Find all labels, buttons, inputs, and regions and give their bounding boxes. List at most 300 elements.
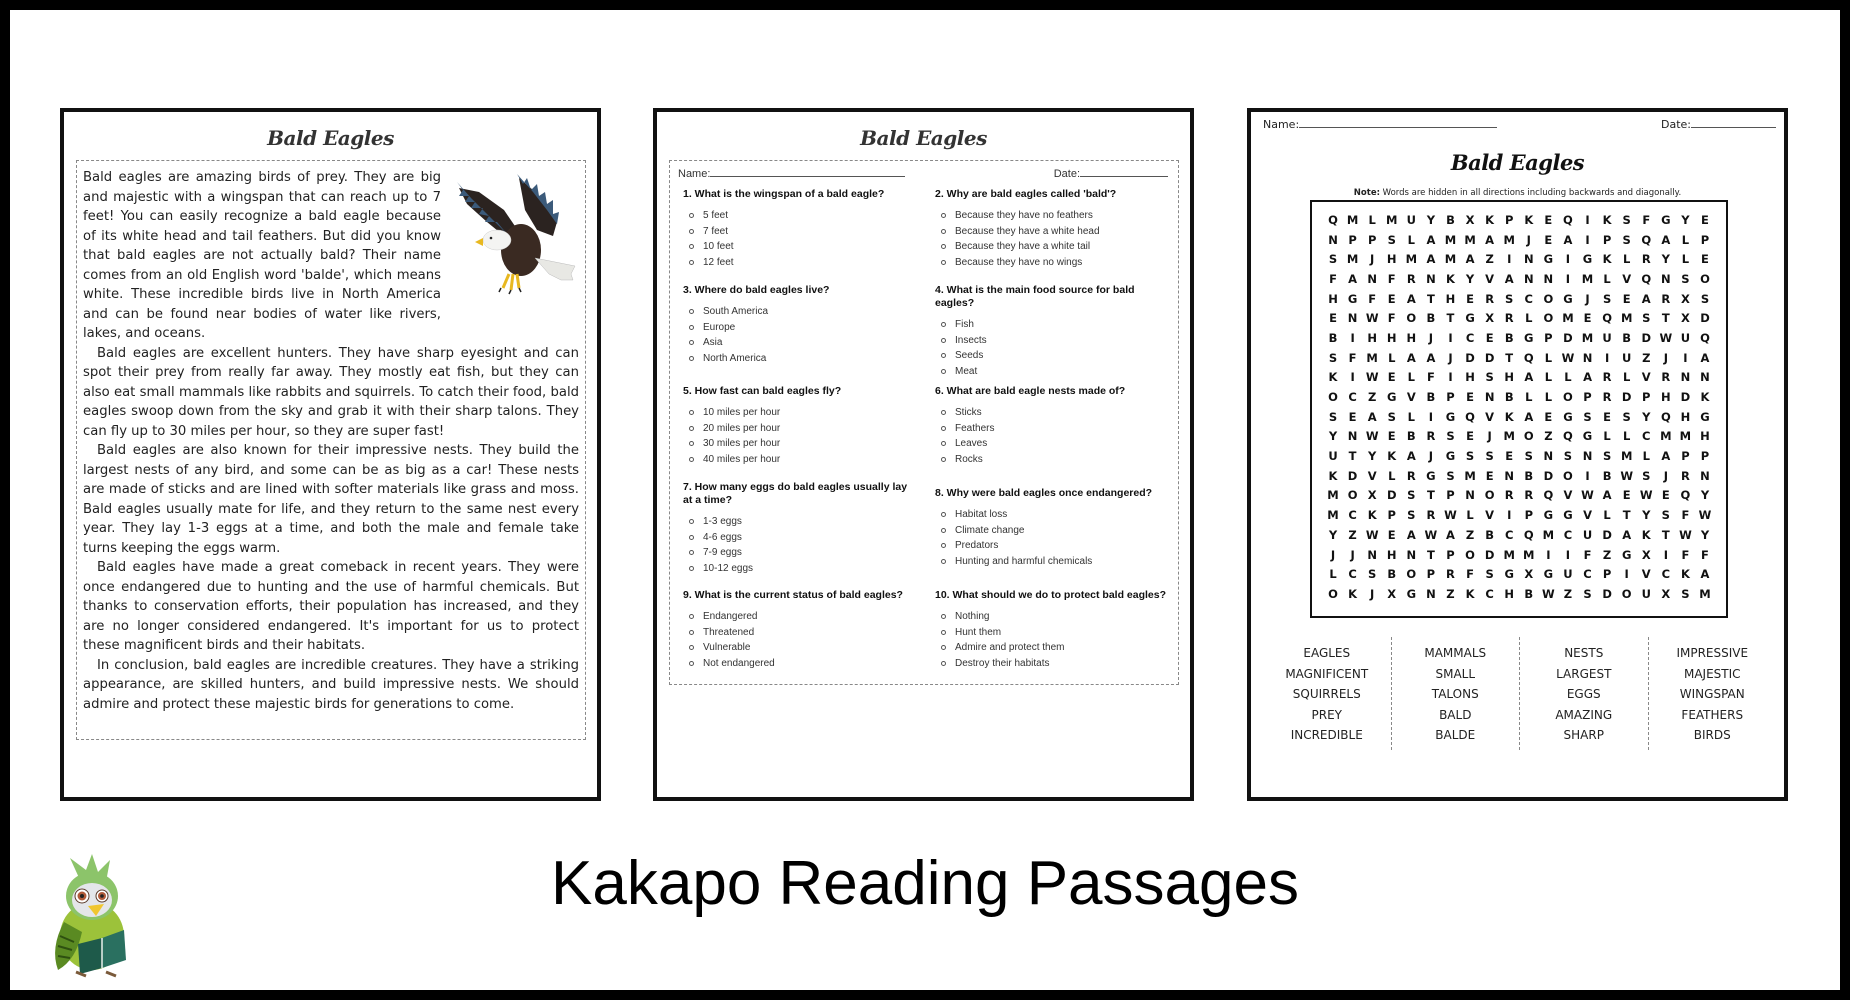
answer-option	[689, 208, 916, 224]
grid-letter: M	[1386, 212, 1398, 227]
grid-letter: R	[1524, 488, 1534, 503]
grid-letter: P	[1446, 390, 1455, 405]
grid-letter: G	[1426, 468, 1436, 483]
grid-letter: D	[1700, 311, 1710, 326]
reading-text	[83, 168, 579, 714]
grid-letter: R	[1426, 508, 1436, 523]
grid-letter: H	[1367, 330, 1377, 345]
grid-letter: K	[1328, 370, 1338, 385]
quiz-question	[930, 278, 1168, 379]
option-text: Predators	[955, 540, 999, 551]
grid-letter: T	[1348, 449, 1357, 464]
circle-bullet-icon	[941, 244, 946, 249]
answer-option	[689, 255, 916, 271]
circle-bullet-icon	[689, 260, 694, 265]
circle-bullet-icon	[941, 426, 946, 431]
grid-letter: L	[1407, 409, 1415, 424]
grid-letter: G	[1621, 547, 1632, 562]
grid-letter: S	[1583, 586, 1592, 601]
name-field	[678, 167, 905, 180]
grid-letter: S	[1485, 567, 1494, 582]
option-text: 7-9 eggs	[703, 547, 742, 558]
question-text: 8. Why were bald eagles once endangered?	[935, 487, 1153, 499]
grid-row	[1324, 584, 1714, 604]
grid-letter: F	[1583, 547, 1592, 562]
answer-option	[689, 561, 916, 577]
grid-letter: U	[1328, 449, 1338, 464]
grid-letter: A	[1602, 488, 1612, 503]
grid-letter: L	[1525, 311, 1533, 326]
grid-letter: D	[1465, 350, 1475, 365]
grid-letter: B	[1446, 212, 1455, 227]
grid-letter: U	[1622, 350, 1632, 365]
grid-letter: F	[1701, 547, 1709, 562]
grid-letter: E	[1603, 409, 1612, 424]
grid-letter: H	[1504, 586, 1515, 601]
reading-passage-page	[60, 108, 601, 801]
grid-letter: Y	[1642, 409, 1651, 424]
grid-letter: J	[1428, 330, 1434, 345]
grid-letter: S	[1563, 449, 1573, 464]
date-blank	[1691, 118, 1776, 128]
grid-row	[1324, 387, 1714, 407]
circle-bullet-icon	[689, 457, 694, 462]
circle-bullet-icon	[941, 661, 946, 666]
grid-letter: A	[1485, 232, 1495, 247]
circle-bullet-icon	[689, 614, 694, 619]
grid-letter: I	[1585, 212, 1590, 227]
circle-bullet-icon	[941, 512, 946, 517]
grid-letter: Q	[1465, 409, 1475, 424]
name-blank	[1299, 118, 1497, 128]
word-search-title: Bald Eagles	[1450, 150, 1585, 175]
grid-letter: H	[1661, 390, 1671, 405]
option-text: Threatened	[703, 626, 755, 638]
grid-letter: S	[1407, 508, 1416, 523]
grid-letter: N	[1465, 488, 1475, 503]
grid-letter: M	[1620, 311, 1633, 326]
grid-letter: H	[1504, 370, 1515, 385]
grid-letter: I	[1546, 547, 1551, 562]
circle-bullet-icon	[689, 309, 694, 314]
quiz-page	[653, 108, 1194, 801]
grid-letter: M	[1346, 212, 1359, 227]
grid-letter: N	[1523, 271, 1534, 286]
answer-options	[935, 507, 1168, 569]
grid-letter: E	[1544, 232, 1553, 247]
grid-letter: P	[1583, 390, 1592, 405]
option-text: Asia	[703, 337, 723, 348]
grid-letter: I	[1624, 567, 1629, 582]
grid-letter: T	[1622, 508, 1631, 523]
grid-letter: L	[1623, 252, 1631, 267]
reading-paragraph: In conclusion, bald eagles are incredible creatures. They have a striking appearance, are skilled hunters, and build impressive nests. We should admire and protect these majestic birds for generations to come.	[83, 657, 579, 712]
answer-option	[689, 609, 916, 625]
grid-letter: G	[1563, 508, 1573, 523]
grid-letter: C	[1642, 429, 1651, 444]
grid-row	[1324, 466, 1714, 486]
grid-letter: H	[1700, 429, 1710, 444]
grid-letter: X	[1367, 488, 1377, 503]
grid-letter: V	[1641, 567, 1651, 582]
grid-letter: L	[1544, 370, 1553, 385]
circle-bullet-icon	[941, 410, 946, 415]
grid-letter: T	[1426, 291, 1435, 306]
word-search-note	[1251, 188, 1784, 198]
grid-letter: E	[1622, 488, 1631, 503]
circle-bullet-icon	[689, 426, 694, 431]
grid-letter: X	[1524, 567, 1534, 582]
grid-letter: Q	[1602, 311, 1612, 326]
grid-letter: H	[1386, 330, 1397, 345]
grid-letter: S	[1387, 409, 1396, 424]
circle-bullet-icon	[941, 630, 946, 635]
grid-letter: S	[1485, 449, 1494, 464]
option-text: Habitat loss	[955, 509, 1008, 520]
grid-row	[1324, 368, 1714, 388]
grid-letter: R	[1661, 291, 1671, 306]
answer-option	[689, 436, 916, 452]
grid-letter: A	[1563, 232, 1573, 247]
grid-row	[1324, 328, 1714, 348]
answer-option	[689, 239, 916, 255]
word-search-page	[1247, 108, 1788, 801]
grid-letter: E	[1583, 311, 1592, 326]
grid-letter: E	[1544, 212, 1553, 227]
option-text: Hunting and harmful chemicals	[955, 555, 1093, 567]
grid-row	[1324, 269, 1714, 289]
grid-letter: V	[1485, 409, 1495, 424]
grid-letter: N	[1347, 311, 1358, 326]
quiz-box	[669, 160, 1179, 685]
grid-letter: K	[1485, 212, 1495, 227]
grid-letter: J	[1370, 586, 1375, 601]
grid-letter: W	[1639, 488, 1653, 503]
grid-row	[1324, 486, 1714, 506]
grid-letter: B	[1524, 468, 1534, 483]
grid-letter: X	[1661, 586, 1671, 601]
grid-letter: E	[1661, 488, 1670, 503]
circle-bullet-icon	[941, 369, 946, 374]
grid-letter: Q	[1700, 330, 1710, 345]
grid-letter: T	[1661, 311, 1670, 326]
answer-option	[941, 507, 1168, 523]
grid-letter: P	[1700, 232, 1710, 247]
grid-letter: M	[1581, 271, 1594, 286]
answer-options	[683, 208, 916, 270]
grid-letter: N	[1543, 449, 1554, 464]
answer-option	[941, 405, 1168, 421]
grid-letter: J	[1448, 350, 1453, 365]
grid-letter: L	[1388, 468, 1396, 483]
option-text: South America	[703, 306, 769, 317]
circle-bullet-icon	[941, 229, 946, 234]
grid-letter: D	[1563, 330, 1573, 345]
circle-bullet-icon	[941, 213, 946, 218]
grid-letter: F	[1681, 547, 1690, 562]
grid-letter: M	[1327, 488, 1339, 503]
word-bank-item: BALD	[1439, 707, 1472, 722]
circle-bullet-icon	[941, 457, 946, 462]
grid-letter: H	[1445, 291, 1456, 306]
word-bank-item: EGGS	[1566, 687, 1601, 702]
answer-option	[689, 530, 916, 546]
grid-letter: M	[1327, 508, 1339, 523]
grid-letter: B	[1524, 586, 1534, 601]
grid-letter: L	[1544, 350, 1553, 365]
grid-letter: P	[1446, 488, 1455, 503]
answer-option	[941, 224, 1168, 240]
word-bank-item: INCREDIBLE	[1290, 728, 1363, 743]
grid-letter: D	[1386, 488, 1397, 503]
word-bank-column	[1263, 637, 1391, 750]
option-text: Feathers	[955, 422, 995, 434]
grid-letter: R	[1504, 311, 1514, 326]
grid-letter: N	[1484, 390, 1495, 405]
answer-options	[935, 317, 1168, 379]
grid-letter: P	[1426, 567, 1436, 582]
grid-row	[1324, 210, 1714, 230]
grid-letter: O	[1465, 547, 1475, 562]
grid-letter: D	[1602, 586, 1612, 601]
grid-letter: M	[1581, 330, 1594, 345]
grid-letter: M	[1464, 232, 1476, 247]
question-text: 7. How many eggs do bald eagles usually lay at a time?	[683, 481, 908, 506]
grid-letter: Y	[1328, 527, 1338, 542]
option-text: Vulnerable	[703, 642, 751, 653]
word-bank-item: MAMMALS	[1424, 646, 1487, 660]
grid-letter: S	[1622, 232, 1631, 247]
grid-letter: K	[1602, 212, 1612, 227]
grid-letter: I	[1604, 350, 1610, 365]
grid-letter: S	[1642, 311, 1651, 326]
grid-letter: U	[1602, 330, 1612, 345]
grid-letter: Q	[1660, 409, 1671, 424]
grid-letter: O	[1621, 586, 1632, 601]
grid-letter: T	[1426, 547, 1435, 562]
grid-letter: O	[1328, 586, 1338, 601]
grid-letter: Z	[1602, 547, 1612, 562]
grid-letter: G	[1465, 311, 1475, 326]
grid-letter: P	[1387, 508, 1396, 523]
grid-letter: A	[1524, 370, 1534, 385]
grid-letter: A	[1641, 291, 1651, 306]
grid-letter: U	[1563, 567, 1573, 582]
grid-letter: K	[1524, 212, 1534, 227]
quiz-question	[678, 278, 916, 379]
grid-letter: Z	[1348, 527, 1357, 542]
grid-letter: Y	[1465, 271, 1475, 286]
grid-letter: L	[1329, 567, 1337, 582]
circle-bullet-icon	[689, 229, 694, 234]
grid-letter: D	[1641, 330, 1652, 345]
word-bank-item: EAGLES	[1303, 646, 1351, 660]
grid-letter: J	[1487, 429, 1492, 444]
answer-option	[689, 452, 916, 468]
grid-letter: P	[1504, 212, 1514, 227]
grid-letter: O	[1406, 311, 1417, 326]
grid-letter: N	[1680, 370, 1691, 385]
grid-letter: G	[1582, 429, 1593, 444]
circle-bullet-icon	[941, 614, 946, 619]
grid-letter: Q	[1680, 488, 1691, 503]
circle-bullet-icon	[941, 260, 946, 265]
circle-bullet-icon	[941, 543, 946, 548]
date-label: Date:	[1053, 168, 1080, 180]
circle-bullet-icon	[941, 322, 946, 327]
grid-letter: N	[1367, 547, 1377, 562]
grid-letter: E	[1544, 409, 1553, 424]
grid-letter: E	[1701, 252, 1709, 267]
grid-letter: P	[1367, 232, 1377, 247]
grid-letter: N	[1426, 271, 1436, 286]
grid-letter: A	[1661, 449, 1671, 464]
grid-letter: V	[1367, 468, 1377, 483]
grid-letter: E	[1387, 429, 1396, 444]
grid-letter: I	[1683, 350, 1688, 365]
grid-letter: O	[1543, 291, 1554, 306]
grid-letter: N	[1504, 468, 1515, 483]
option-text: Europe	[703, 321, 736, 333]
date-blank	[1080, 167, 1168, 177]
grid-letter: N	[1582, 350, 1593, 365]
grid-row	[1324, 308, 1714, 328]
grid-letter: O	[1484, 488, 1495, 503]
circle-bullet-icon	[941, 338, 946, 343]
grid-letter: Q	[1641, 271, 1652, 286]
grid-letter: A	[1406, 449, 1416, 464]
reading-paragraph: Bald eagles have made a great comeback in recent years. They were once endangered due to hunting and the use of harmful chemicals. But thanks to conservation efforts, their population has increased, and they are no longer considered endangered. It's important for us to protect these magnificent birds and their habitats.	[83, 560, 579, 653]
grid-letter: Q	[1543, 488, 1554, 503]
grid-letter: N	[1700, 468, 1710, 483]
grid-letter: R	[1504, 488, 1514, 503]
option-text: Destroy their habitats	[955, 657, 1050, 669]
grid-letter: W	[1365, 370, 1379, 385]
grid-letter: L	[1407, 370, 1415, 385]
grid-letter: X	[1680, 291, 1690, 306]
grid-letter: O	[1523, 429, 1534, 444]
grid-letter: Z	[1544, 429, 1553, 444]
grid-letter: I	[1585, 468, 1590, 483]
answer-option	[689, 351, 916, 367]
grid-letter: G	[1524, 330, 1534, 345]
grid-letter: P	[1642, 390, 1651, 405]
answer-option	[689, 405, 916, 421]
grid-letter: J	[1350, 547, 1355, 562]
grid-letter: G	[1445, 409, 1456, 424]
grid-letter: E	[1466, 390, 1474, 405]
option-text: 10 miles per hour	[703, 407, 781, 418]
name-blank	[710, 167, 905, 177]
grid-letter: B	[1504, 390, 1514, 405]
grid-letter: M	[1679, 429, 1692, 444]
grid-letter: A	[1426, 252, 1436, 267]
circle-bullet-icon	[941, 559, 946, 564]
grid-letter: D	[1602, 527, 1612, 542]
grid-letter: U	[1641, 586, 1651, 601]
grid-letter: P	[1446, 547, 1455, 562]
grid-letter: O	[1543, 311, 1554, 326]
option-text: Rocks	[955, 453, 983, 465]
grid-letter: H	[1406, 330, 1417, 345]
grid-letter: R	[1406, 271, 1416, 286]
quiz-question	[930, 475, 1168, 583]
grid-letter: G	[1543, 252, 1554, 267]
grid-letter: L	[1603, 429, 1611, 444]
grid-letter: E	[1348, 409, 1357, 424]
grid-letter: A	[1524, 409, 1534, 424]
letter-grid	[1310, 200, 1728, 618]
grid-letter: U	[1406, 212, 1416, 227]
word-bank-item: SHARP	[1563, 728, 1604, 743]
grid-letter: M	[1405, 252, 1418, 267]
word-bank	[1263, 637, 1776, 750]
grid-letter: S	[1407, 488, 1416, 503]
answer-option	[941, 239, 1168, 255]
grid-letter: I	[1565, 547, 1571, 562]
grid-row	[1324, 249, 1714, 269]
grid-letter: P	[1602, 567, 1612, 582]
grid-letter: K	[1641, 527, 1651, 542]
grid-letter: R	[1641, 252, 1651, 267]
grid-letter: V	[1406, 390, 1416, 405]
grid-letter: I	[1350, 330, 1355, 345]
grid-letter: K	[1328, 468, 1338, 483]
word-bank-item: NESTS	[1564, 646, 1604, 660]
answer-option	[941, 348, 1168, 364]
grid-letter: A	[1583, 370, 1592, 385]
quiz-question	[678, 583, 916, 679]
grid-letter: D	[1680, 390, 1691, 405]
word-bank-column	[1519, 637, 1648, 750]
grid-letter: Q	[1641, 232, 1652, 247]
circle-bullet-icon	[689, 519, 694, 524]
grid-letter: E	[1701, 212, 1709, 227]
grid-letter: S	[1661, 508, 1670, 523]
grid-letter: I	[1350, 370, 1355, 385]
quiz-title: Bald Eagles	[860, 126, 987, 150]
answer-option	[689, 304, 916, 320]
grid-letter: G	[1347, 291, 1358, 306]
grid-letter: W	[1561, 350, 1575, 365]
grid-letter: V	[1485, 508, 1495, 523]
question-text: 2. Why are bald eagles called 'bald'?	[935, 188, 1117, 200]
brand-title: Kakapo Reading Passages	[551, 849, 1299, 918]
reading-paragraph: Bald eagles are also known for their impressive nests. They build the largest nests of any bird, and some can be as big as a car! These nests are made of sticks and are lined with softer materials like grass and moss. Bald eagles usually mate for life, and they return to the same nest every year. They lay 1-3 eggs at a time, and both the male and female take turns keeping the eggs warm.	[83, 443, 579, 556]
grid-letter: C	[1661, 567, 1671, 582]
grid-letter: A	[1661, 232, 1671, 247]
name-date-row	[678, 167, 1168, 180]
grid-letter: Y	[1367, 449, 1377, 464]
reading-passage-box	[76, 160, 586, 740]
option-text: Endangered	[703, 611, 758, 622]
option-text: 10-12 eggs	[703, 562, 754, 574]
grid-letter: M	[1562, 311, 1574, 326]
grid-letter: J	[1330, 547, 1336, 562]
word-bank-item: MAJESTIC	[1683, 666, 1741, 681]
grid-letter: W	[1679, 527, 1692, 542]
circle-bullet-icon	[941, 441, 946, 446]
grid-letter: Q	[1523, 350, 1534, 365]
grid-letter: J	[1526, 232, 1531, 247]
option-text: Nothing	[955, 611, 990, 622]
answer-option	[941, 523, 1168, 539]
grid-letter: W	[1444, 508, 1457, 523]
grid-letter: F	[1387, 311, 1396, 326]
grid-letter: A	[1426, 232, 1436, 247]
grid-letter: C	[1504, 527, 1514, 542]
answer-option	[941, 640, 1168, 656]
